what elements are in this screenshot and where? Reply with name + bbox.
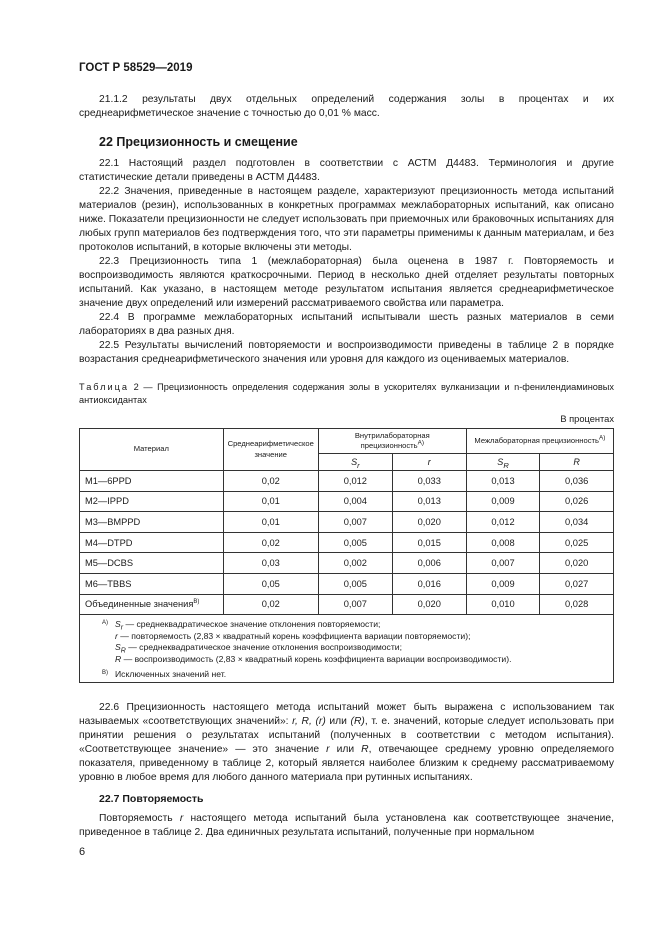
document-header: ГОСТ Р 58529—2019 [79,62,193,74]
cell-sr: 0,007 [318,594,392,615]
table-row-combined [80,594,614,615]
col-header-intralab: Внутрилабораторная прецизионность$^{A)}$ [318,429,466,454]
section-22-7-title: 22.7 Повторяемость [99,793,204,805]
paragraph-22-1: 22.1 Настоящий раздел подготовлен в соответствии с АСТМ Д4483. Терминология и другие статистические детали приведены в АСТМ Д4483. [79,158,614,184]
table-caption [79,381,614,407]
paragraph-22-2: 22.2 Значения, приведенные в настоящем разделе, характеризуют прецизионность метода испытаний материалов (резин), использованных в конкретных программах межлабораторных испытаний, как описано ниже. Показатели прецизионности не следует использовать при приемочных или браковочных испытаниях для любых групп материалов без подтверждения того, что эти параметры применимы к данным материалам, и без протоколов испытаний, в которые включены эти методы. [79,186,614,254]
table-row [80,491,614,512]
caption-text: — Прецизионность определения содержания золы в ускорителях вулканизации и n-фенилендиаминовых антиоксидантах [79,382,614,405]
cell-mean: 0,05 [223,573,318,594]
paragraph-22-6: 22.6 Прецизионность настоящего метода испытаний может быть выражена с использованием так называемых «соответствующих значений»: r, R, (r) или (R), т. е. значений, которые следует использовать при принятии решения о результатах испытаний (полученных в соответствии с методом испытания). «Соответствующее значение» — это значение r или R, отвечающее среднему уровню определяемого показателя, приведенному в таблице 2, который является наиболее близким к среднему рассматриваемому уровню в любое время для любого данного материала при рутинных испытаниях. [79,702,615,784]
cell-sR: 0,008 [466,532,540,553]
cell-material: М5—DCBS [80,553,224,574]
col-header-sR: $S_R$ [466,454,540,471]
cell-mean: 0,03 [223,553,318,574]
cell-r: 0,020 [392,512,466,533]
paragraph-22-4: 22.4 В программе межлабораторных испытаний испытывали шесть разных материалов в семи лабораториях в два разных дня. [79,312,614,338]
cell-material: М2—IPPD [80,491,224,512]
paragraph-22-5: 22.5 Результаты вычислений повторяемости и воспроизводимости приведены в таблице 2 в порядке возрастания среднеарифметического значения или уровня для каждого из оцениваемых материалов. [79,340,614,366]
cell-sR: 0,013 [466,471,540,492]
col-header-r: r [392,454,466,471]
cell-sr: 0,002 [318,553,392,574]
footnote-a-sr: A) $S_r$ — среднеквадратическое значение отклонения повторяемости; [102,619,381,632]
cell-sR: 0,009 [466,573,540,594]
cell-material: М4—DTPD [80,532,224,553]
cell-sr: 0,005 [318,573,392,594]
cell-sR: 0,007 [466,553,540,574]
col-header-sr: $S_r$ [318,454,392,471]
cell-R: 0,028 [540,594,614,615]
footnote-a-R: R — воспроизводимость (2,83 × квадратный корень коэффициента вариации воспроизводимости). [115,653,512,664]
cell-material: Объединенные значения$^{B)}$ [80,594,224,615]
cell-r: 0,020 [392,594,466,615]
table-row [80,532,614,553]
cell-sr: 0,004 [318,491,392,512]
cell-sr: 0,012 [318,471,392,492]
cell-r: 0,015 [392,532,466,553]
caption-label: Таблица [79,382,130,392]
table-unit: В процентах [560,414,614,424]
cell-mean: 0,02 [223,594,318,615]
caption-number: 2 [133,382,139,392]
cell-mean: 0,01 [223,491,318,512]
cell-R: 0,027 [540,573,614,594]
cell-sr: 0,005 [318,532,392,553]
paragraph-22-3: 22.3 Прецизионность типа 1 (межлабораторная) была оценена в 1987 г. Повторяемость и воспроизводимость являются краткосрочными. Период в несколько дней отделяет результаты повторных испытаний. Как указано, в настоящем методе результатом испытания является среднеарифметическое значение двух определений или измерений рассматриваемого свойства или параметра. [79,256,614,310]
cell-R: 0,034 [540,512,614,533]
cell-R: 0,026 [540,491,614,512]
cell-R: 0,036 [540,471,614,492]
cell-r: 0,006 [392,553,466,574]
paragraph-22-7: Повторяемость r настоящего метода испытаний была установлена как соответствующее значение, приведенное в таблице 2. Два единичных результата испытаний, полученные при нормальном [79,813,614,839]
table-row [80,553,614,574]
cell-r: 0,016 [392,573,466,594]
page-number: 6 [79,846,86,858]
cell-material: М1—6PPD [80,471,224,492]
col-header-R: R [540,454,614,471]
cell-r: 0,013 [392,491,466,512]
table-footnotes [80,615,614,683]
col-header-interlab: Межлабораторная прецизионность$^{A)}$ [466,429,613,454]
table-row [80,512,614,533]
cell-material: М3—BMPPD [80,512,224,533]
footnote-a-sR: $S_R$ — среднеквадратическое значение отклонения воспроизводимости; [115,642,402,656]
footnote-a-r: r — повторяемость (2,83 × квадратный корень коэффициента вариации повторяемости); [115,630,471,641]
cell-material: М6—TBBS [80,573,224,594]
cell-mean: 0,02 [223,471,318,492]
cell-sR: 0,009 [466,491,540,512]
cell-mean: 0,02 [223,532,318,553]
col-header-material: Материал [80,429,224,471]
cell-r: 0,033 [392,471,466,492]
table-row [80,471,614,492]
table-row [80,573,614,594]
col-header-mean: Среднеарифметическое значение [223,429,318,471]
section-22-title: 22 Прецизионность и смещение [99,135,298,149]
cell-sR: 0,010 [466,594,540,615]
cell-sR: 0,012 [466,512,540,533]
paragraph-21-1-2: 21.1.2 результаты двух отдельных определений содержания золы в процентах и их среднеарифметическое значение с точностью до 0,01 % масс. [79,94,614,120]
cell-mean: 0,01 [223,512,318,533]
footnote-b: B) Исключенных значений нет. [102,668,227,679]
cell-R: 0,025 [540,532,614,553]
cell-sr: 0,007 [318,512,392,533]
cell-R: 0,020 [540,553,614,574]
precision-table [79,428,614,683]
